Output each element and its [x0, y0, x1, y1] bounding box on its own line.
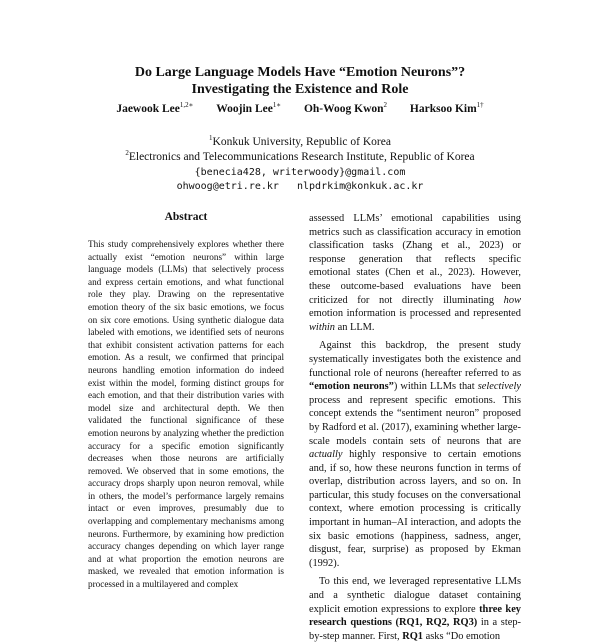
email-line-2: ohwoog@etri.re.kr nlpdrkim@konkuk.ac.kr — [176, 181, 424, 192]
abstract-text: This study comprehensively explores whether there actually exist “emotion neurons” within large language models (LLMs) that selectively process and express certain emotions, and what functional role they play. Drawing on the representative emotion theory of the six basic emotions, we focus on six core emotions. Using synthetic dialogue data labeled with emotions, we identified sets of neurons that exhibit consistent activation patterns for each emotion. As a result, we confirmed that principal neurons handling emotion information do indeed exist within the model, forming distinct groups for each emotion, and that their distribution varies with model size and architectural depth. We then validated the functional significance of these emotion neurons by analyzing whether the prediction accuracy for a specific emotion significantly decreases when those neurons are artificially removed. We observed that in some emotions, the accuracy drops sharply upon neuron removal, while in others, the model’s performance largely remains intact or even improves, presumably due to overlapping and complementary mechanisms among neurons. Furthermore, by examining how prediction accuracy changes depending on which layer range and at what proportion the emotion neurons are masked, we revealed that emotion information is processed in a multilayered and complex — [88, 239, 284, 590]
title-line-2: Investigating the Existence and Role — [191, 82, 409, 97]
email-line-1: {benecia428, writerwoody}@gmail.com — [194, 167, 406, 178]
intro-column — [309, 212, 521, 643]
author: Jaewook Lee$^{1,2∗}$ — [116, 101, 194, 115]
affiliation-2: $^2$Electronics and Telecommunications Research Institute, Republic of Korea — [125, 149, 475, 163]
author: Oh-Woog Kwon$^2$ — [303, 101, 388, 115]
paper-title — [0, 64, 600, 98]
affiliation-1: $^1$Konkuk University, Republic of Korea — [209, 134, 391, 148]
author: Woojin Lee$^{1∗}$ — [216, 101, 282, 115]
abstract-body — [88, 238, 284, 591]
author: Harksoo Kim$^{1\dagger}$ — [409, 101, 484, 115]
paragraph: Against this backdrop, the present study systematically investigates both the existence and functional role of neurons (hereafter referred to as “emotion neurons”) within LLMs that selectively process and represent specific emotions. This concept extends the “sentiment neuron” proposed by Radford et al. (2017), examining whether large-scale models contain sets of neurons that are actually highly responsive to certain emotions and, if so, how these neurons function in terms of overlap, distribution across layers, and so on. In particular, this study focuses on the conversational context, where emotion processing is critically important in human–AI interaction, and adopts the six basic emotions (happiness, sadness, anger, disgust, fear, surprise) as proposed by Ekman (1992). — [309, 340, 521, 569]
abstract-heading: Abstract — [164, 211, 208, 223]
title-line-1: Do Large Language Models Have “Emotion Neurons”? — [134, 65, 466, 80]
paragraph: assessed LLMs’ emotional capabilities using metrics such as classification accuracy in emotion classification tasks (Zhang et al., 2023) or response generation that reflects specific emotional states (Chen et al., 2023). However, these outcome-based evaluations have been criticized for not directly illuminating how emotion information is processed and represented within an LLM. — [309, 213, 521, 333]
paragraph: To this end, we leveraged representative LLMs and a synthetic dialogue dataset containing explicit emotion expressions to explore three key research questions (RQ1, RQ2, RQ3) in a step-by-step manner. First, RQ1 asks “Do emotion — [309, 576, 521, 642]
author-list — [0, 103, 600, 115]
